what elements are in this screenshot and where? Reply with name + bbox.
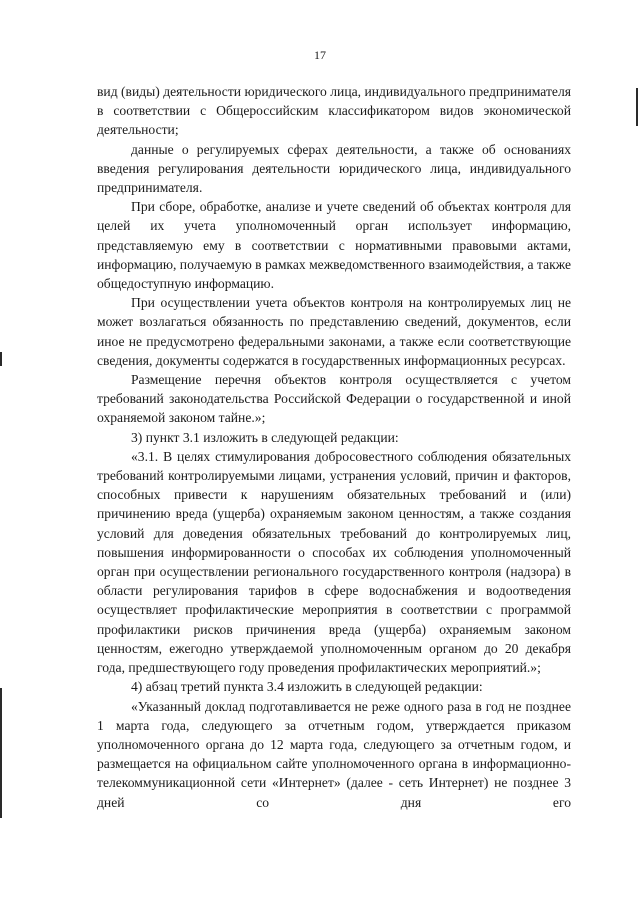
scan-edge-mark — [0, 352, 2, 366]
paragraph: данные о регулируемых сферах деятельности, а также об основаниях введения регулирования деятельности юридического лица, индивидуального предпринимателя. — [97, 141, 571, 196]
scan-edge-mark — [0, 688, 2, 818]
paragraph: 3) пункт 3.1 изложить в следующей редакции: — [131, 429, 399, 445]
paragraph: При осуществлении учета объектов контроля на контролируемых лиц не может возлагаться обязанность по представлению сведений, документов, если иное не предусмотрено федеральными законами, а также если соответствующие сведения, документы содержатся в государственных информационных ресурсах. — [97, 295, 571, 368]
paragraph: При сборе, обработке, анализе и учете сведений об объектах контроля для целей их учета уполномоченный орган использует информацию, представляемую ему в соответствии с нормативными правовыми актами, информацию, получаемую в рамках межведомственного взаимодействия, а также общедоступную информацию. — [97, 199, 571, 292]
page-number: 17 — [314, 48, 326, 62]
scan-edge-mark — [636, 88, 638, 126]
paragraph: 4) абзац третий пункта 3.4 изложить в следующей редакции: — [131, 679, 483, 695]
paragraph: Размещение перечня объектов контроля осуществляется с учетом требований законодательства Российской Федерации о государственной и иной охраняемой законом тайне.»; — [97, 372, 571, 426]
document-body — [97, 82, 571, 812]
paragraph: «3.1. В целях стимулирования добросовестного соблюдения обязательных требований контролируемыми лицами, устранения условий, причин и факторов, способных привести к нарушениям обязательных требований и (или) причинению вреда (ущерба) охраняемым законом ценностям, а также создания условий для доведения обязательных требований до контролируемых лиц, повышения информированности о способах их соблюдения уполномоченный орган при осуществлении регионального государственного контроля (надзора) в области регулирования тарифов в сфере водоснабжения и водоотведения осуществляет профилактические мероприятия в соответствии с программой профилактики рисков причинения вреда (ущерба) охраняемым законом ценностям, ежегодно утверждаемой уполномоченным органом до 20 декабря года, предшествующего году проведения профилактических мероприятий.»; — [97, 448, 571, 676]
paragraph: вид (виды) деятельности юридического лица, индивидуального предпринимателя в соответствии с Общероссийским классификатором видов экономической деятельности; — [97, 84, 571, 138]
paragraph: «Указанный доклад подготавливается не реже одного раза в год не позднее 1 марта года, следующего за отчетным годом, утверждается приказом уполномоченного органа до 12 марта года, следующего за отчетным годом, и размещается на официальном сайте уполномоченного органа в информационно-телекоммуникационной сети «Интернет» (далее - сеть Интернет) не позднее 3 дней со дня его — [97, 698, 571, 810]
